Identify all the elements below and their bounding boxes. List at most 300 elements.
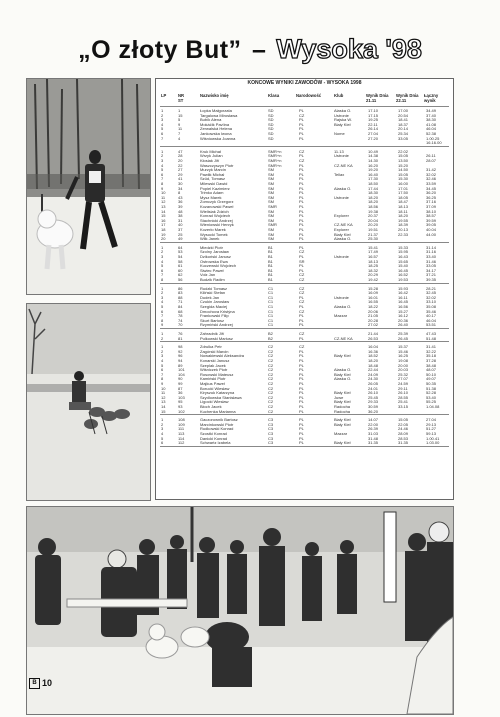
table-cell: PL	[299, 362, 304, 368]
table-cell: PL	[299, 199, 304, 205]
table-cell: 103	[178, 394, 185, 400]
table-cell: 48	[178, 208, 183, 214]
table-cell: Kruk Michał	[200, 148, 221, 154]
table-cell: 32.46	[426, 176, 437, 182]
table-cell: 104	[178, 371, 185, 377]
table-cell: SD	[268, 131, 274, 136]
table-cell: Alaska O.	[334, 376, 352, 382]
table-cell: CZ	[299, 285, 305, 291]
table-cell: 29.13	[426, 421, 437, 427]
table-cell: PL	[299, 213, 304, 219]
table-cell: 38.48	[426, 362, 437, 368]
table-cell: 15.41	[368, 244, 379, 250]
table-cell: 1	[161, 148, 164, 154]
table-cell: Ustronie	[334, 194, 349, 200]
table-cell: 94	[178, 358, 183, 363]
table-cell: 16.56	[398, 304, 409, 309]
table-cell: C1	[268, 299, 274, 305]
table-cell: SM	[268, 227, 274, 232]
table-cell: Szeplak Jacek	[200, 362, 226, 368]
table-cell: PL	[299, 417, 304, 423]
table-cell: 16.00	[398, 181, 409, 186]
table-cell: 30.59	[368, 404, 379, 409]
table-cell: 17.30	[368, 176, 379, 182]
table-cell: 11.13	[334, 148, 344, 154]
table-cell: Targalowa Mirosława	[200, 112, 238, 118]
table-cell: Szostki Konrad	[200, 431, 227, 436]
table-cell: 19.55	[398, 217, 409, 223]
table-cell: 20.03	[398, 367, 409, 373]
table-cell: Alaska O.	[334, 108, 352, 113]
table-cell: 53	[178, 249, 183, 255]
table-cell: PL	[299, 194, 304, 200]
table-cell: 24.09	[368, 371, 379, 377]
table-cell: Borucki Wiesław	[200, 385, 230, 391]
table-cell: Budzik Radim	[200, 277, 225, 282]
table-cell: 5	[161, 435, 164, 441]
table-cell: 16.16.00	[426, 140, 442, 146]
table-cell: PL	[299, 244, 304, 250]
table-cell: Wiśniowska Joanna	[200, 135, 236, 141]
table-cell: Rudzki Tomasz	[200, 285, 228, 291]
table-cell: 17.50	[398, 190, 409, 196]
table-cell: Łopka Małgorzata	[200, 108, 232, 113]
photo-race-crowd	[26, 506, 454, 715]
table-cell: 21.37	[368, 231, 379, 237]
table-cell: 50.10	[426, 371, 437, 377]
table-cell: 26.11	[426, 153, 436, 159]
table-cell: PL	[299, 217, 304, 223]
table-cell: 19.38	[368, 208, 379, 214]
table-cell: Explorer	[334, 213, 349, 219]
header-d2: Wynik Dnia 22.11	[396, 93, 419, 103]
table-cell: 18.39	[398, 222, 409, 228]
table-cell: 48.07	[426, 367, 437, 373]
table-cell: C3	[268, 440, 274, 446]
table-cell: Ustronie	[334, 112, 349, 118]
table-cell: 20.14	[398, 126, 409, 132]
table-cell: 22.05	[398, 421, 409, 427]
table-cell: 2	[161, 348, 164, 354]
table-cell: CZ	[299, 344, 305, 350]
table-cell: CZ	[299, 112, 305, 118]
table-cell: 8	[161, 376, 164, 382]
group-divider	[160, 414, 449, 415]
table-cell: 51.38	[426, 385, 437, 391]
table-cell: 15.95	[398, 249, 409, 255]
table-cell: PL	[299, 394, 304, 400]
table-cell: PL	[299, 385, 304, 391]
table-cell: 35.46	[426, 308, 437, 314]
table-cell: Ustronie	[334, 254, 349, 259]
table-cell: 25.30	[368, 236, 379, 242]
table-cell: 4	[161, 121, 164, 127]
table-cell: 38.30	[426, 117, 437, 123]
table-cell: 60	[178, 267, 183, 273]
table-cell: 37.28	[426, 358, 437, 363]
table-cell: PL	[299, 304, 304, 309]
table-cell: Dmochova Kristýna	[200, 308, 235, 314]
table-cell: 40.04	[426, 227, 437, 232]
table-cell: 9	[178, 121, 181, 127]
table-cell: PL	[299, 435, 304, 441]
table-cell: 18.20	[368, 194, 379, 200]
table-cell: 31.41	[426, 344, 437, 350]
table-cell: PL	[299, 408, 304, 414]
table-cell: 3	[161, 117, 164, 123]
table-cell: PL	[299, 231, 304, 237]
table-cell: 32.02	[426, 294, 437, 300]
table-cell: C1	[268, 308, 274, 314]
table-cell: 15.05	[398, 417, 409, 423]
table-cell: 1	[161, 285, 164, 291]
table-cell: 89	[178, 362, 183, 368]
table-cell: PL	[299, 126, 304, 132]
table-cell: 27.20	[368, 135, 379, 141]
table-cell: 15.40	[398, 263, 409, 269]
table-cell: PL	[299, 348, 304, 354]
table-cell: 24.01	[368, 385, 379, 391]
table-cell: 27.07	[398, 376, 409, 382]
table-cell: PL	[299, 108, 304, 113]
table-cell: SM	[268, 199, 274, 205]
table-cell: Biały Kieł	[334, 353, 351, 359]
table-cell: 16.45	[398, 299, 409, 305]
table-cell: PL	[299, 367, 304, 373]
table-cell: SM	[268, 208, 274, 214]
table-cell: 32.02	[426, 171, 437, 177]
table-cell: 11	[161, 390, 166, 396]
table-cell: 37.09	[426, 204, 437, 209]
table-cell: Ustronie	[334, 153, 349, 159]
table-cell: 22.11	[368, 121, 378, 127]
table-cell: 16.55	[368, 299, 379, 305]
header-narod: Narodowość	[296, 93, 322, 98]
table-cell: 16.04	[368, 344, 379, 350]
table-cell: C1	[268, 313, 274, 319]
table-cell: 1.03.00	[426, 440, 440, 446]
table-cell: 96	[178, 353, 183, 359]
table-cell: Wrzyk Julian	[200, 153, 223, 159]
table-cell: 13	[161, 399, 166, 405]
table-cell: C2	[268, 358, 274, 363]
table-cell: PL	[299, 135, 304, 141]
table-cell: CZ	[299, 272, 305, 278]
table-cell: B1	[268, 254, 273, 259]
table-cell: 41	[178, 176, 183, 182]
table-cell: 17.49	[368, 249, 379, 255]
table-cell: 84	[178, 304, 183, 309]
table-cell: Biały Kieł	[334, 440, 351, 446]
table-cell: 31.03	[368, 431, 379, 436]
table-cell: Marcinkowski Piotr	[200, 421, 234, 427]
table-cell: 11	[161, 194, 166, 200]
table-cell: B1	[268, 263, 273, 269]
table-cell: PL	[299, 317, 304, 323]
table-cell: 18.32	[368, 267, 379, 273]
table-cell: 1	[178, 108, 181, 113]
table-cell: 61	[178, 263, 183, 269]
table-cell: 22.33	[398, 231, 409, 237]
table-cell: PL	[299, 399, 304, 405]
table-cell: PL	[299, 381, 304, 386]
table-cell: 9	[161, 381, 164, 386]
table-cell: 14	[161, 404, 166, 409]
header-d1: Wynik Dnia 21.11	[366, 93, 389, 103]
table-cell: 18.13	[398, 204, 409, 209]
table-cell: PL	[299, 171, 304, 177]
table-cell: 31	[178, 217, 183, 223]
table-cell: Biały Kieł	[334, 399, 351, 405]
table-cell: 28.55	[398, 394, 409, 400]
table-cell: C1	[268, 322, 274, 328]
table-cell: 18.13	[368, 258, 379, 264]
table-cell: 20.13	[398, 227, 409, 232]
table-cell: C3	[268, 417, 274, 423]
table-cell: C2	[268, 353, 274, 359]
table-cell: 19	[161, 231, 166, 237]
table-cell: 20.20	[368, 222, 379, 228]
table-cell: 10	[161, 385, 166, 391]
photo-musher-with-dog-image	[27, 79, 150, 294]
table-cell: 36	[178, 199, 183, 205]
table-cell: 47	[178, 148, 183, 154]
table-cell: Kozerło Marek	[200, 227, 226, 232]
table-cell: 16.36	[368, 348, 379, 354]
table-cell: CZ	[299, 331, 305, 336]
table-cell: 19.25	[368, 117, 379, 123]
table-cell: 54	[178, 254, 183, 259]
table-cell: 25.32	[398, 371, 409, 377]
table-cell: 39.35	[426, 277, 437, 282]
table-cell: SM	[268, 171, 274, 177]
table-cell: 49.07	[426, 376, 437, 382]
table-cell: PL	[299, 208, 304, 214]
table-cell: 78	[178, 313, 183, 319]
table-cell: 71	[178, 299, 183, 305]
table-cell: 36.20	[368, 408, 379, 414]
table-cell: 25.39	[398, 331, 409, 336]
table-cell: C2	[268, 404, 274, 409]
table-cell: 2	[161, 112, 164, 118]
table-cell: Wielisiak Zdzich	[200, 208, 229, 214]
table-cell: C1	[268, 290, 274, 296]
table-cell: B1	[268, 258, 273, 264]
table-cell: 4	[161, 431, 164, 436]
table-cell: 32.22	[426, 348, 437, 354]
table-cell: 12	[161, 199, 166, 205]
table-cell: 102	[178, 408, 185, 414]
table-cell: SR	[299, 258, 305, 264]
table-cell: Kozanowski Paweł	[200, 204, 234, 209]
table-cell: 87	[178, 385, 183, 391]
table-cell: Milewski Dawid	[200, 181, 228, 186]
table-cell: 27.02	[368, 322, 379, 328]
group-divider	[160, 328, 449, 329]
table-cell: Radocha	[334, 404, 351, 409]
header-name: Nazwisko imię	[200, 93, 229, 98]
table-cell: 3	[161, 294, 164, 300]
table-cell: 18.48	[368, 362, 379, 368]
table-cell: 83	[178, 290, 183, 296]
table-cell: 28.53	[398, 435, 409, 441]
table-cell: Biały Kieł	[334, 371, 351, 377]
table-cell: 33.05	[398, 135, 409, 141]
table-cell: Mazzar	[334, 431, 348, 436]
table-cell: 7	[161, 371, 164, 377]
table-cell: C2	[268, 371, 274, 377]
table-cell: Szüd, Tomasz	[200, 176, 226, 182]
table-cell: Kiryszuk Katarzyna	[200, 390, 235, 396]
table-cell: 16.40	[368, 171, 379, 177]
table-cell: Zdrulka Petr	[200, 344, 222, 350]
table-cell: 13.50	[398, 158, 409, 163]
table-cell: PL	[299, 121, 304, 127]
table-cell: 16.42	[398, 290, 409, 296]
table-cell: Nowakiewski Aleksandra	[200, 353, 245, 359]
table-cell: 34.45	[426, 185, 437, 191]
table-cell: PL	[299, 390, 304, 396]
table-cell: 111	[178, 426, 185, 432]
table-cell: B2	[268, 331, 273, 336]
table-cell: 4	[161, 258, 164, 264]
table-cell: 6	[161, 367, 164, 373]
table-cell: PL	[299, 204, 304, 209]
table-cell: Mokáčik Pavlína	[200, 121, 230, 127]
table-cell: 5	[161, 362, 164, 368]
table-cell: 20.29	[368, 272, 379, 278]
table-cell: Kamiński Piotr	[200, 376, 226, 382]
table-cell: 22	[178, 162, 183, 168]
table-cell: 2	[161, 249, 164, 255]
header-total: Łączny wynik	[424, 93, 439, 103]
table-cell: 19.42	[368, 277, 379, 282]
table-cell: PL	[299, 227, 304, 232]
table-cell: 18.20	[398, 213, 409, 219]
header-klasa: Klasa	[268, 93, 280, 98]
table-cell: SMR+n	[268, 153, 282, 159]
table-cell: 6	[161, 171, 164, 177]
table-cell: 15	[178, 112, 183, 118]
table-cell: Popiel Kazimierz	[200, 185, 230, 191]
table-cell: PL	[299, 267, 304, 273]
table-cell: C2	[268, 376, 274, 382]
table-cell: 16.25	[398, 353, 409, 359]
table-cell: B1	[268, 267, 273, 273]
table-cell: 20.00	[398, 362, 409, 368]
table-cell: 25.45	[368, 394, 379, 400]
table-cell: 31.42	[426, 167, 437, 173]
table-cell: 15.37	[398, 344, 409, 350]
table-cell: 22.00	[368, 421, 379, 427]
table-cell: Kłosiak Jiří	[200, 158, 220, 163]
group-divider	[160, 341, 449, 342]
table-cell: SM	[268, 236, 274, 242]
table-cell: 36.25	[426, 194, 437, 200]
table-cell: 1	[161, 244, 164, 250]
table-cell: SD	[268, 117, 274, 123]
table-cell: 26.53	[368, 335, 379, 341]
table-cell: 68	[178, 308, 183, 314]
table-cell: 28	[178, 153, 183, 159]
table-cell: 46.04	[426, 126, 437, 132]
table-cell: 6	[161, 267, 164, 273]
table-cell: 113	[178, 431, 185, 436]
table-cell: 28.07	[426, 158, 437, 163]
table-cell: 21.05	[368, 313, 379, 319]
table-cell: Szydlowska Stanisława	[200, 394, 242, 400]
table-cell: 15.93	[398, 285, 409, 291]
table-cell: 18.20	[368, 199, 379, 205]
table-cell: 38	[178, 213, 183, 219]
table-cell: 39.59	[426, 217, 437, 223]
table-cell: 4	[161, 358, 164, 363]
table-cell: 33.10	[426, 299, 437, 305]
table-cell: 32.45	[426, 290, 437, 296]
table-cell: Murzyk Marcin	[200, 167, 227, 173]
table-cell: Ustronie	[334, 294, 349, 300]
table-cell: SMR+n	[268, 162, 282, 168]
table-cell: 24.30	[368, 376, 379, 382]
table-cell: 33.15	[398, 404, 409, 409]
table-cell: SM	[268, 181, 274, 186]
table-cell: 28.09	[398, 431, 409, 436]
table-cell: 38.57	[426, 213, 437, 219]
table-cell: 1.04.08	[426, 404, 440, 409]
table-cell: 25	[178, 231, 183, 237]
table-cell: Rudkowski Konrad	[200, 426, 234, 432]
table-cell: Schwartz Izabela	[200, 440, 231, 446]
table-cell: 29	[178, 171, 183, 177]
table-cell: 34.49	[426, 108, 437, 113]
table-cell: 20.04	[368, 217, 379, 223]
table-cell: PL	[299, 404, 304, 409]
table-cell: C3	[268, 431, 274, 436]
table-cell: Zomczyk Grzegorz	[200, 199, 234, 205]
header-lp: LP	[161, 93, 167, 98]
table-cell: 101	[178, 367, 185, 373]
table-cell: 27.04	[368, 131, 379, 136]
table-cell: CZ	[299, 308, 305, 314]
table-cell: C2	[268, 394, 274, 400]
table-cell: 17.15	[368, 112, 379, 118]
table-cell: 109	[178, 421, 185, 427]
table-cell: Konrad Wojciech	[200, 213, 231, 219]
table-cell: PL	[299, 371, 304, 377]
table-cell: 31.35	[368, 440, 379, 446]
table-cell: 62	[178, 272, 183, 278]
group-divider	[160, 283, 449, 284]
table-cell: Kuchenka Marianna	[200, 408, 236, 414]
table-cell: Zagórski Marcin	[200, 348, 229, 354]
table-cell: PL	[299, 263, 304, 269]
table-cell: 27.04	[426, 417, 437, 423]
table-cell: 17.10	[368, 108, 379, 113]
table-cell: 46.04	[426, 317, 437, 323]
table-cell: Waszczyszyn Piotr	[200, 162, 234, 168]
table-cell: 1	[161, 108, 164, 113]
table-cell: Czukin Jarosław	[200, 299, 230, 305]
table-cell: Biały Kieł	[334, 231, 351, 237]
table-cell: CZ-NE KA	[334, 335, 353, 341]
table-cell: 81	[178, 335, 183, 341]
table-cell: 98	[178, 344, 183, 350]
table-cell: 24.59	[398, 381, 409, 386]
table-cell: SD	[268, 108, 274, 113]
table-cell: 16	[161, 217, 166, 223]
header-divider	[160, 106, 449, 107]
table-cell: 4	[161, 299, 164, 305]
